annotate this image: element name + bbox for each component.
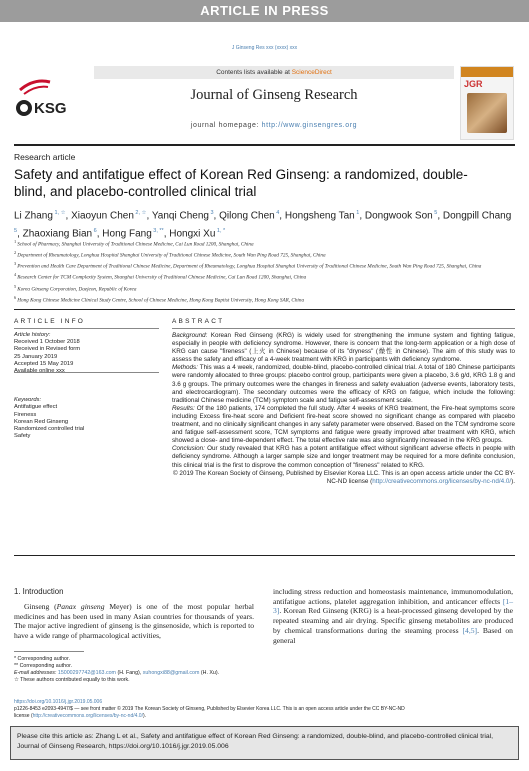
history-item: Received 1 October 2018 — [14, 339, 80, 346]
keywords-label: Keywords: — [14, 397, 42, 404]
abstract-rule-top — [172, 328, 515, 329]
author-name[interactable]: Hongxi Xu — [169, 228, 216, 240]
email-link-2[interactable]: xuhongxi88@gmail.com — [142, 670, 200, 676]
author-affiliation-marker[interactable]: 5 — [14, 228, 18, 235]
keyword-item: Fireness — [14, 411, 37, 418]
results-label: Results: — [172, 404, 195, 412]
intro-left-pre: Ginseng ( — [24, 602, 57, 611]
keyword-item: Antifatigue effect — [14, 404, 58, 411]
author-affiliation-marker[interactable]: 1, ☆ — [52, 210, 66, 216]
author-name[interactable]: Hong Fang — [102, 228, 152, 240]
homepage-link[interactable]: http://www.ginsengres.org — [261, 122, 358, 129]
history-item: Received in Revised form — [14, 346, 81, 353]
intro-left-post: Meyer) is one of the most popular herbal medicines and has been used in many Asian countries for thousands of years. The major active ingredient of ginseng is the ginsenoside, which is reported to have a wide range of pharmacological activities, — [14, 602, 254, 641]
affiliation-text: Research Center for TCM Complexity System, Shanghai University of Traditional Chinese Medicine, Cai Lun Road 1200, Shanghai, China — [17, 275, 307, 282]
equal-contribution-note: ☆ These authors contributed equally to this work. — [14, 677, 130, 683]
cover-photo — [467, 93, 507, 133]
affiliation-item — [14, 249, 514, 260]
intro-right-mid: . Korean Red Ginseng (KRG) is a heat-processed ginseng developed by the repeated steaming and air drying. Specific ginseng metabolites are produced by chemical transformations during the steaming process — [273, 606, 513, 635]
license-link[interactable]: http://creativecommons.org/licenses/by-nc-nd/4.0/ — [372, 477, 512, 485]
affiliation-number: 5 — [14, 283, 18, 289]
info-rule-mid — [14, 372, 159, 373]
affiliation-text: Korea Ginseng Corporation, Daejeon, Republic of Korea — [17, 286, 137, 293]
results-text: Of the 180 patients, 174 completed the full study. After 4 weeks of KRG treatment, the Fire-heat symptoms score including Excess fire-heat score and Deficient fire-heat score showed no significant change as compared with placebo treatment, and no clinically significant changes in any safety parameter were observed. Based on the TCM syndrome score and fatigue self-assessment score, TCM symptoms and fatigue were greatly improved after treatment with KRG, which showed a close- and time-dependent effect. The total effective rate was also significantly increased in the KRG groups. — [172, 404, 515, 445]
author-name[interactable]: Xiaoyun Chen — [71, 210, 134, 222]
affiliation-text: School of Pharmacy, Shanghai University of Traditional Chinese Medicine, Cai Lun Road 1200, Shanghai, China — [17, 241, 254, 248]
abstract-copyright — [172, 470, 515, 486]
header-divider — [14, 144, 515, 146]
journal-homepage — [94, 122, 454, 129]
author-name[interactable]: Li Zhang — [14, 210, 53, 222]
cite-this-article-box: Please cite this article as: Zhang L et al., Safety and antifatigue effect of Korean Red Ginseng: a randomized, double-blind, and placebo-controlled clinical trial, Journal of Ginseng Research, https://doi.org/10.1016/j.jgr.2019.05.006 — [10, 726, 519, 760]
intro-left-column — [14, 602, 254, 641]
affiliation-number: 2 — [14, 250, 18, 256]
author-name[interactable]: Hongsheng Tan — [284, 210, 355, 222]
journal-reference[interactable]: J Ginseng Res xxx (xxxx) xxx — [231, 45, 298, 51]
affiliation-item — [14, 238, 514, 249]
background-label: Background: — [172, 332, 208, 339]
cover-top-bar — [461, 67, 513, 77]
abstract-body — [172, 332, 515, 486]
article-info-heading: ARTICLE INFO — [14, 318, 86, 325]
homepage-label: journal homepage: — [190, 122, 262, 129]
affiliation-number: 6 — [14, 294, 18, 300]
author-name[interactable]: Dongwook Son — [364, 210, 433, 222]
introduction-heading: 1. Introduction — [14, 587, 64, 596]
history-label: Article history: — [14, 332, 51, 338]
conclusion-label: Conclusion: — [172, 445, 205, 453]
pubinfo-license-link[interactable]: http://creativecommons.org/licenses/by-nc-nd/4.0/ — [32, 712, 143, 719]
footnote-rule — [14, 651, 84, 652]
email-line — [14, 670, 314, 677]
contents-bar — [94, 66, 454, 79]
corresponding-author-2: ** Corresponding author. — [14, 663, 73, 669]
footnotes — [14, 656, 314, 684]
journal-cover-image — [460, 66, 514, 140]
section-divider — [14, 309, 515, 310]
affiliation-item — [14, 283, 514, 294]
article-in-press-banner: ARTICLE IN PRESS — [0, 0, 529, 22]
doi-link[interactable]: https://doi.org/10.1016/j.jgr.2019.05.006 — [14, 699, 103, 705]
abstract-divider — [14, 555, 515, 556]
email1-owner: (H. Fang), — [115, 670, 143, 676]
affiliation-item — [14, 271, 514, 282]
affiliation-text: Department of Rheumatology, Longhua Hospital Shanghai University of Traditional Chinese Medicine, South Wan Ping Road 725, Shanghai, China — [17, 252, 326, 259]
publication-info — [14, 699, 514, 719]
ksg-logo-text: KSG — [34, 100, 67, 117]
article-type: Research article — [14, 152, 76, 162]
affiliation-text: Prevention and Health Care Department of Traditional Chinese Medicine, Department of Rheumatology, Longhua Hospital Shanghai University of Traditional Chinese Medicine, South Wan Ping Road 725, Shanghai, China — [17, 264, 482, 271]
affiliation-item — [14, 294, 514, 305]
abstract-methods — [172, 364, 515, 404]
author-affiliation-marker[interactable]: 3 — [208, 210, 214, 216]
author-name[interactable]: Dongpill Chang — [442, 210, 512, 222]
copyright-text: © 2019 The Korean Society of Ginseng, Published by Elsevier Korea LLC. This is an open access article under the CC BY-NC-ND license ( — [173, 469, 515, 485]
keywords-list — [14, 404, 159, 440]
author-name[interactable]: Yanqi Cheng — [151, 210, 209, 222]
license-pre: license ( — [14, 712, 33, 719]
article-info-panel — [14, 332, 159, 440]
intro-species-name: Panax ginseng — [56, 602, 105, 611]
intro-right-column — [273, 587, 513, 645]
journal-header-center — [94, 66, 454, 140]
affiliation-number: 3 — [14, 261, 18, 267]
author-affiliation-marker[interactable]: 1, * — [215, 228, 226, 235]
intro-right-post: . Based on general — [273, 625, 513, 645]
author-affiliation-marker[interactable]: 3, ** — [151, 228, 164, 235]
corresponding-author-1: * Corresponding author. — [14, 656, 70, 662]
license-line — [14, 713, 514, 720]
copyright-end: ). — [511, 477, 515, 485]
email2-owner: (H. Xu). — [199, 670, 220, 676]
methods-text: This was a 4 week, randomized, double-blind, placebo-controlled clinical trial. A total of 180 Chinese participants were randomly allocated to three groups: placebo control group, participants were given a placebo, 3.6 g/d, KRG 1.8 g and 3.6 g groups. The primary outcomes were the changes in fireness and safety evaluation (adverse events, laboratory tests, and electrocardiogram). The secondary outcomes were the efficacy of KRG on fatigue, which include the following: traditional Chinese medicine (TCM) symptom scale and fatigue self-assessment scale. — [172, 364, 515, 404]
abstract-results — [172, 405, 515, 445]
author-name[interactable]: Zhaoxiang Bian — [22, 228, 93, 240]
history-item: 25 January 2019 — [14, 353, 58, 360]
methods-label: Methods: — [172, 364, 198, 372]
sciencedirect-link[interactable]: ScienceDirect — [291, 69, 332, 76]
citation-link-2[interactable]: [4,5] — [462, 625, 478, 635]
author-name[interactable]: Qilong Chen — [219, 210, 275, 222]
history-item: Accepted 15 May 2019 — [14, 360, 74, 367]
author-affiliation-marker[interactable]: 6 — [92, 228, 97, 235]
keyword-item: Safety — [14, 433, 31, 440]
keyword-item: Randomized controlled trial — [14, 426, 85, 433]
abstract-conclusion — [172, 445, 515, 469]
info-spacer — [14, 375, 159, 397]
affiliation-text: Hong Kong Chinese Medicine Clinical Study Centre, School of Chinese Medicine, Hong Kong Baptist University, Hong Kong SAR, China — [17, 297, 305, 304]
conclusion-text: Our study revealed that KRG has a potent antifatigue effect without significant adverse effects in people with deficiency syndrome. Although a larger sample size and longer treatment may be required for a more definite conclusion, this clinical trial is the first to disprove the common conception of "fireness" related to KRG. — [172, 445, 515, 469]
cover-title: JGR — [464, 79, 483, 89]
author-affiliation-marker[interactable]: 2, ☆ — [133, 210, 147, 216]
email-label: E-mail addresses: — [14, 670, 57, 676]
keyword-item: Korean Red Ginseng — [14, 418, 69, 425]
affiliation-number: 1 — [14, 239, 18, 244]
citation-link-1[interactable]: [1–3] — [273, 596, 513, 616]
author-affiliation-marker[interactable]: 4 — [274, 210, 280, 216]
intro-right-pre: including stress reduction and homeostasis maintenance, immunomodulation, antifatigue actions, platelet aggregation inhibition, and anticancer effects — [273, 587, 513, 606]
abstract-heading: ABSTRACT — [172, 318, 225, 325]
abstract-background — [172, 332, 515, 364]
ksg-logo — [14, 78, 80, 128]
author-affiliation-marker[interactable]: 1 — [354, 210, 360, 216]
article-title: Safety and antifatigue effect of Korean Red Ginseng: a randomized, double-blind, and placebo-controlled clinical trial — [14, 167, 468, 199]
front-matter-line: p1226-8453 e2093-4947/$ — see front matter © 2019 The Korean Society of Ginseng, Published by Elsevier Korea LLC. This is an open access article under the CC BY-NC-ND — [14, 705, 405, 712]
author-list: Li Zhang $^{1, ☆}$, Xiaoyun Chen $^{2, ☆}$, Yanqi Cheng $^3$, Qilong Chen $^4$, Hongsheng Tan $^1$, Dongwook Son $^5$, Dongpill Chang $^5$, Zhaoxiang Bian $^6$, Hong Fang $^{3, **}$, Hongxi Xu $^{1, *}$ — [14, 210, 512, 240]
history-list — [14, 339, 159, 375]
affiliation-number: 4 — [14, 272, 18, 278]
journal-header — [14, 66, 515, 140]
license-post: ). — [142, 712, 147, 719]
author-affiliation-marker[interactable]: 5 — [432, 210, 438, 216]
email-link-1[interactable]: 15000297742@163.com — [57, 670, 116, 676]
contents-prefix: Contents lists available at — [216, 69, 292, 76]
affiliation-list — [14, 238, 514, 305]
background-text: Korean Red Ginseng (KRG) is widely used for strengthening the immune system and fighting fatigue, especially in people with deficiency syndrome. However, there is concern that the long-term application or a high dose of KRG can cause "fireness" (上火 in Chinese) because of its "dryness" (燥性 in Chinese). The aim of this study was to assess the safety and efficacy of a 4-week treatment with KRG in participants with deficiency syndrome. — [172, 332, 515, 364]
info-rule-top — [14, 328, 159, 329]
affiliation-item — [14, 260, 514, 271]
journal-title: Journal of Ginseng Research — [190, 87, 358, 103]
